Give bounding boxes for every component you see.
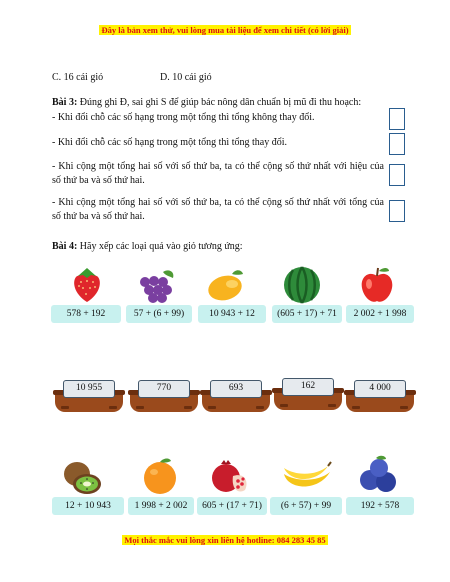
- expr-watermelon: (605 + 17) + 71: [272, 305, 342, 323]
- pomegranate-icon[interactable]: [207, 452, 253, 498]
- apple-icon[interactable]: [354, 262, 400, 308]
- orange-icon[interactable]: [137, 452, 183, 498]
- expr-orange: 1 998 + 2 002: [128, 497, 194, 515]
- answer-box-3[interactable]: [389, 164, 405, 186]
- expr-grapes: 57 + (6 + 99): [126, 305, 192, 323]
- expr-kiwi: 12 + 10 943: [52, 497, 124, 515]
- bai3-statement-3: - Khi cộng một tổng hai số với số thứ ba, ta có thể cộng số thứ nhất với hiệu của số thứ ba và số thứ hai.: [52, 161, 384, 186]
- bai4-label: Bài 4:: [52, 241, 78, 252]
- bai4-heading: [52, 240, 392, 253]
- hotline-banner: [0, 535, 450, 545]
- expr-apple: 2 002 + 1 998: [346, 305, 414, 323]
- blueberry-icon[interactable]: [356, 452, 402, 498]
- preview-notice-text: Đây là bản xem thử, vui lòng mua tài liệu để xem chi tiết (có lời giải): [101, 25, 349, 35]
- expr-banana: (6 + 57) + 99: [270, 497, 342, 515]
- grapes-icon[interactable]: [133, 262, 179, 308]
- expr-strawberry: 578 + 192: [51, 305, 121, 323]
- bai3-statement-2: - Khi đổi chỗ các số hạng trong một tổng thì tổng thay đổi.: [52, 137, 287, 148]
- bai3-label: Bài 3:: [52, 97, 78, 108]
- answer-box-1[interactable]: [389, 108, 405, 130]
- option-d: D. 10 cái gió: [160, 72, 212, 83]
- mango-icon[interactable]: [202, 262, 248, 308]
- kiwi-icon[interactable]: [60, 452, 106, 498]
- bai3-heading: [52, 96, 392, 109]
- expr-pomegranate: 605 + (17 + 71): [197, 497, 267, 515]
- hotline-text: Mọi thắc mắc vui lòng xin liên hệ hotline: 084 283 45 85: [124, 535, 326, 545]
- basket-3-value: 693: [210, 380, 262, 398]
- basket-3[interactable]: [202, 380, 270, 414]
- bai3-statement-4: - Khi cộng một tổng hai số với số thứ ba, ta có thể cộng số thứ nhất với tổng của số thứ ba và số thứ hai.: [52, 197, 384, 222]
- bai3-statement-1: - Khi đổi chỗ các số hạng trong một tổng thì tổng không thay đổi.: [52, 112, 315, 123]
- answer-box-4[interactable]: [389, 200, 405, 222]
- expr-blueberry: 192 + 578: [346, 497, 414, 515]
- basket-2[interactable]: [130, 380, 198, 414]
- banana-icon[interactable]: [278, 452, 334, 498]
- answer-box-2[interactable]: [389, 133, 405, 155]
- preview-notice-banner: [0, 25, 450, 35]
- option-c: C. 16 cái gió: [52, 72, 104, 83]
- basket-4-value: 162: [282, 378, 334, 396]
- bai3-instruction: Đúng ghi Đ, sai ghi S để giúp bác nông dân chuẩn bị mũ đi thu hoạch:: [79, 97, 362, 108]
- basket-4[interactable]: [274, 378, 342, 412]
- basket-1[interactable]: [55, 380, 123, 414]
- basket-1-value: 10 955: [63, 380, 115, 398]
- watermelon-icon[interactable]: [279, 260, 325, 306]
- basket-5[interactable]: [346, 380, 414, 414]
- basket-2-value: 770: [138, 380, 190, 398]
- expr-mango: 10 943 + 12: [198, 305, 266, 323]
- bai4-instruction: Hãy xếp các loại quả vào giỏ tương ứng:: [79, 241, 243, 252]
- strawberry-icon[interactable]: [64, 262, 110, 308]
- basket-5-value: 4 000: [354, 380, 406, 398]
